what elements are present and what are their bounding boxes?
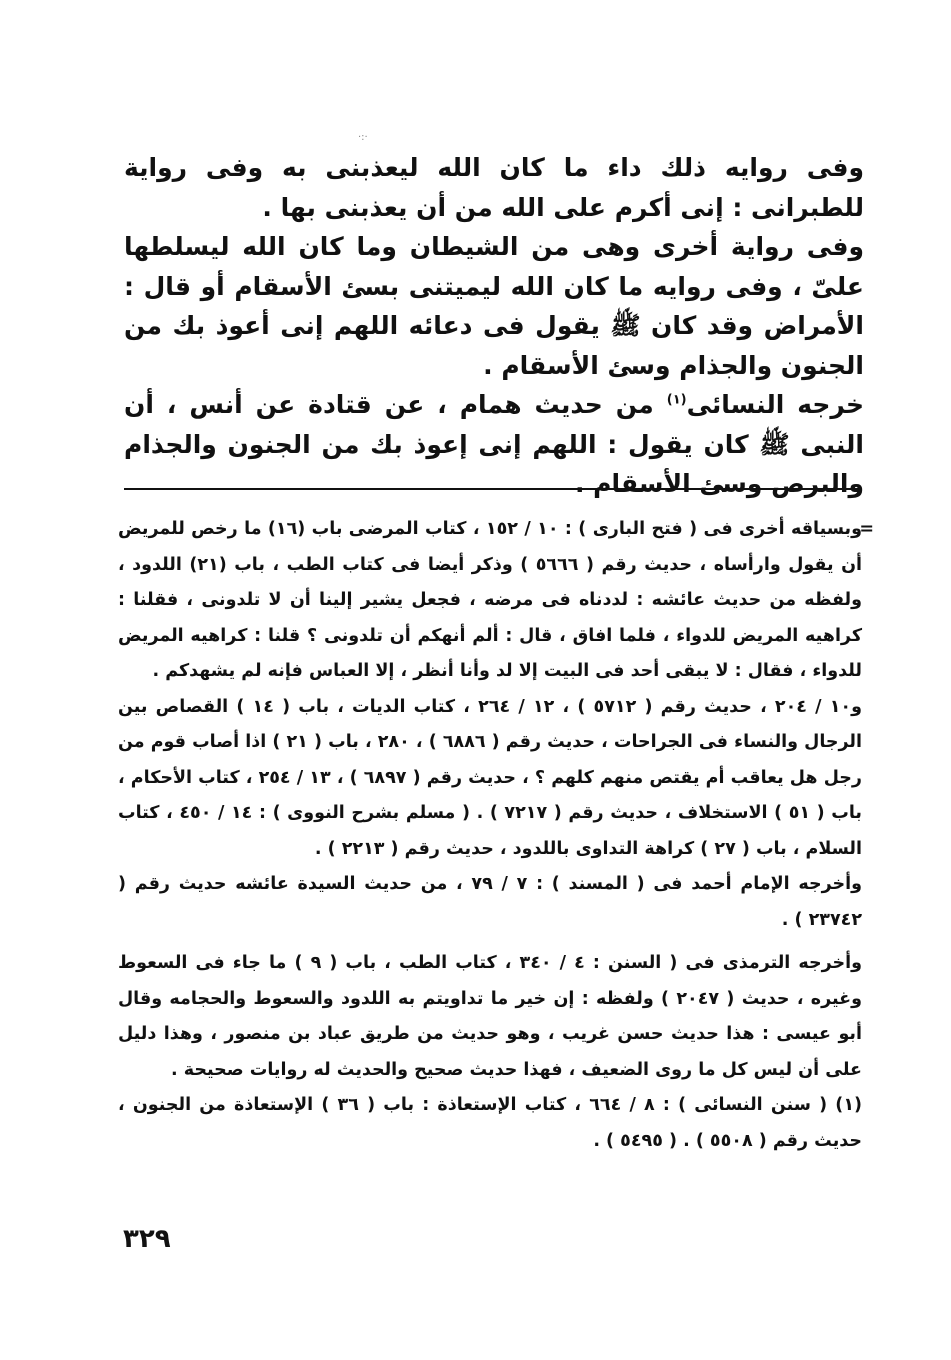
footnote-para-1: وبسياقه أخرى فى ( فتح البارى ) : ١٠ / ١٥٢ ، كتاب المرضى باب (١٦) ما رخص للمريض أن يقول وارأساه ، حديث رقم ( ٥٦٦٦ ) وذكر أيضا فى كتاب الطب ، باب (٢١) اللدود ، ولفظه من حديث عائشه : لددناه فى مرضه ، فجعل يشير إلينا أن لا تلدونى ، فقلنا : كراهيه المريض للدواء ، فلما افاق ، قال : ألم أنهكم أن تلدونى ؟ قلنا : كراهيه المريض للدواء ، فقال : لا يبقى أحد فى البيت إلا لد وأنا أنظر ، إلا العباس فإنه لم يشهدكم . bbox=[118, 519, 863, 681]
footnote-reference: (١) bbox=[666, 392, 687, 408]
main-text bbox=[124, 148, 864, 504]
main-paragraph-2: وفى رواية أخرى وهى من الشيطان وما كان الله ليسلطها علىّ ، وفى روايه ما كان الله ليميتنى بسئ الأسقام أو قال : الأمراض وقد كان ﷺ يقول فى دعائه اللهم إنى أعوذ بك من الجنون والجذام وسئ الأسقام . bbox=[124, 232, 864, 380]
footnote-para-5: (١) ( سنن النسائى ) : ٨ / ٦٦٤ ، كتاب الإستعاذة : باب ( ٣٦ ) الإستعاذة من الجنون ، حديث رقم ( ٥٥٠٨ ) . ( ٥٤٩٥ ) . bbox=[118, 1095, 862, 1151]
footnote-para-2: و١٠ / ٢٠٤ ، حديث رقم ( ٥٧١٢ ) ، ١٢ / ٢٦٤ ، كتاب الديات ، باب ( ١٤ ) القصاص بين الرجال والنساء فى الجراحات ، حديث رقم ( ٦٨٨٦ ) ، ٢٨٠ ، باب ( ٢١ ) اذا أصاب قوم من رجل هل يعاقب أم يقتص منهم كلهم ؟ ، حديث رقم ( ٦٨٩٧ ) ، ١٣ / ٢٥٤ ، كتاب الأحكام ، باب ( ٥١ ) الاستخلاف ، حديث رقم ( ٧٢١٧ ) . ( مسلم بشرح النووى ) : ١٤ / ٤٥٠ ، كتاب السلام ، باب ( ٢٧ ) كراهة التداوى باللدود ، حديث رقم ( ٢٢١٣ ) . bbox=[118, 696, 863, 859]
footnotes bbox=[118, 512, 874, 1159]
scan-speck: ·:· bbox=[358, 132, 368, 143]
main-paragraph-3-start: خرجه النسائى bbox=[686, 390, 865, 419]
main-paragraph-1: وفى روايه ذلك داء ما كان الله ليعذبنى به وفى رواية للطبرانى : إنى أكرم على الله من أن يعذبنى بها . bbox=[124, 153, 864, 222]
main-paragraph-3 bbox=[124, 385, 864, 504]
main-paragraph-3-end: من حديث همام ، عن قتادة عن أنس ، أن النبى ﷺ كان يقول : اللهم إنى إعوذ بك من الجنون والجذام والبرص وسئ الأسقام . bbox=[124, 390, 864, 498]
continuation-mark: = bbox=[859, 519, 874, 539]
footnote-para-3: وأخرجه الإمام أحمد فى ( المسند ) : ٧ / ٧٩ ، من حديث السيدة عائشه حديث رقم ( ٢٣٧٤٢ ) . bbox=[118, 874, 862, 930]
footnote-divider bbox=[124, 488, 862, 490]
footnote-para-4: وأخرجه الترمذى فى ( السنن : ٤ / ٣٤٠ ، كتاب الطب ، باب ( ٩ ) ما جاء فى السعوط وغيره ، حديث ( ٢٠٤٧ ) ولفظه : إن خير ما تداويتم به اللدود والسعوط والحجامه وقال أبو عيسى : هذا حديث حسن غريب ، وهو حديث من طريق عباد بن منصور ، وهذا دليل على أن ليس كل ما روى الضعيف ، فهذا حديث صحيح والحديث له روايات صحيحة . bbox=[118, 953, 863, 1080]
page-number: ٣٢٩ bbox=[123, 1224, 171, 1254]
